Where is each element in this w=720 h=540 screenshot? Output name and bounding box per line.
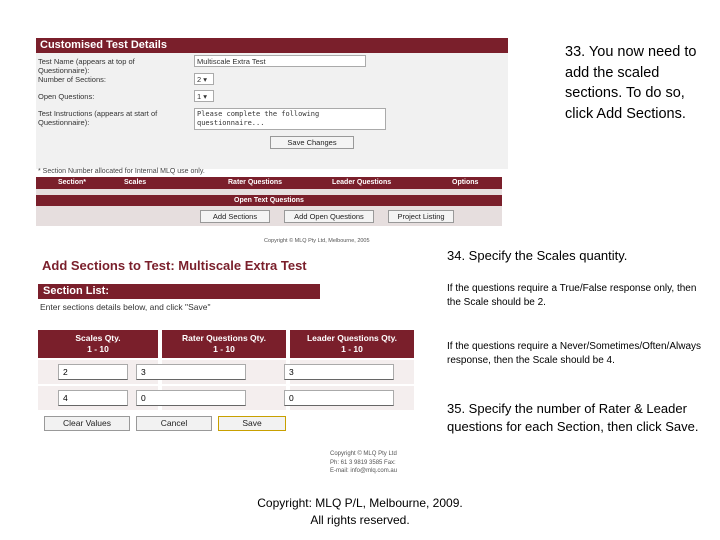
leader-questions-qty-header: Leader Questions Qty. 1 - 10 [290, 330, 414, 358]
project-listing-button[interactable]: Project Listing [388, 210, 454, 223]
open-questions-select[interactable]: 1 ▾ [194, 90, 214, 102]
save-button[interactable]: Save [218, 416, 286, 431]
col-section: Section* [58, 179, 87, 186]
test-instructions-label: Test Instructions (appears at start of Questionnaire): [38, 109, 158, 127]
clear-values-button[interactable]: Clear Values [44, 416, 130, 431]
open-questions-label: Open Questions: [38, 92, 95, 101]
section-list-header: Section List: [38, 284, 320, 299]
scales-qty-input-2[interactable]: 4 [58, 390, 128, 406]
step-35-instruction: 35. Specify the number of Rater & Leader questions for each Section, then click Save. [447, 401, 699, 434]
scales-qty-header: Scales Qty. 1 - 10 [38, 330, 158, 358]
chevron-down-icon: ▾ [203, 92, 208, 101]
test-instructions-textarea[interactable]: Please complete the following questionnaire... [194, 108, 386, 130]
add-sections-title: Add Sections to Test: Multiscale Extra Test [42, 258, 307, 273]
col-scales: Scales [124, 179, 147, 186]
number-of-sections-label: Number of Sections: [38, 75, 106, 84]
number-of-sections-select[interactable]: 2 ▾ [194, 73, 214, 85]
section-instructions: Enter sections details below, and click "Save" [40, 302, 211, 312]
customised-test-details-screenshot [36, 38, 508, 248]
truefalse-scale-note: If the questions require a True/False response only, then the Scale should be 2. [447, 283, 697, 308]
test-name-label: Test Name (appears at top of Questionnaire): [38, 57, 135, 75]
rater-qty-input-2[interactable]: 0 [136, 390, 246, 406]
chevron-down-icon: ▾ [203, 75, 208, 84]
sections-table [38, 330, 414, 410]
customised-test-details-header: Customised Test Details [36, 38, 508, 53]
step-34-instruction: 34. Specify the Scales quantity. [447, 248, 628, 263]
section-number-note: * Section Number allocated for Internal MLQ use only. [38, 168, 205, 175]
col-options: Options [452, 179, 479, 186]
leader-qty-input-2[interactable]: 0 [284, 390, 394, 406]
never-always-scale-note: If the questions require a Never/Sometimes/Often/Always response, then the Scale should be 4. [447, 341, 702, 366]
slide-copyright-footer: Copyright: MLQ P/L, Melbourne, 2009. All rights reserved. [257, 496, 463, 527]
open-text-questions-header: Open Text Questions [36, 195, 502, 206]
rater-qty-input-1[interactable]: 3 [136, 364, 246, 380]
scales-qty-input-1[interactable]: 2 [58, 364, 128, 380]
cancel-button[interactable]: Cancel [136, 416, 212, 431]
col-leader-questions: Leader Questions [332, 179, 392, 186]
test-name-input[interactable]: Multiscale Extra Test [194, 55, 366, 67]
test-details-form [36, 53, 508, 169]
leader-qty-input-1[interactable]: 3 [284, 364, 394, 380]
contact-copyright: Copyright © MLQ Pty Ltd Ph: 61 3 9819 3585 Fax: E-mail: info@mlq.com.au [330, 451, 398, 474]
save-changes-button[interactable]: Save Changes [270, 136, 354, 149]
add-open-questions-button[interactable]: Add Open Questions [284, 210, 374, 223]
col-rater-questions: Rater Questions [228, 179, 283, 186]
sections-grid-header [36, 177, 502, 189]
add-sections-button[interactable]: Add Sections [200, 210, 270, 223]
copyright-small: Copyright © MLQ Pty Ltd, Melbourne, 2005 [264, 238, 370, 244]
rater-questions-qty-header: Rater Questions Qty. 1 - 10 [162, 330, 286, 358]
step-33-instruction: 33. You now need to add the scaled sections. To do so, click Add Sections. [565, 44, 697, 122]
